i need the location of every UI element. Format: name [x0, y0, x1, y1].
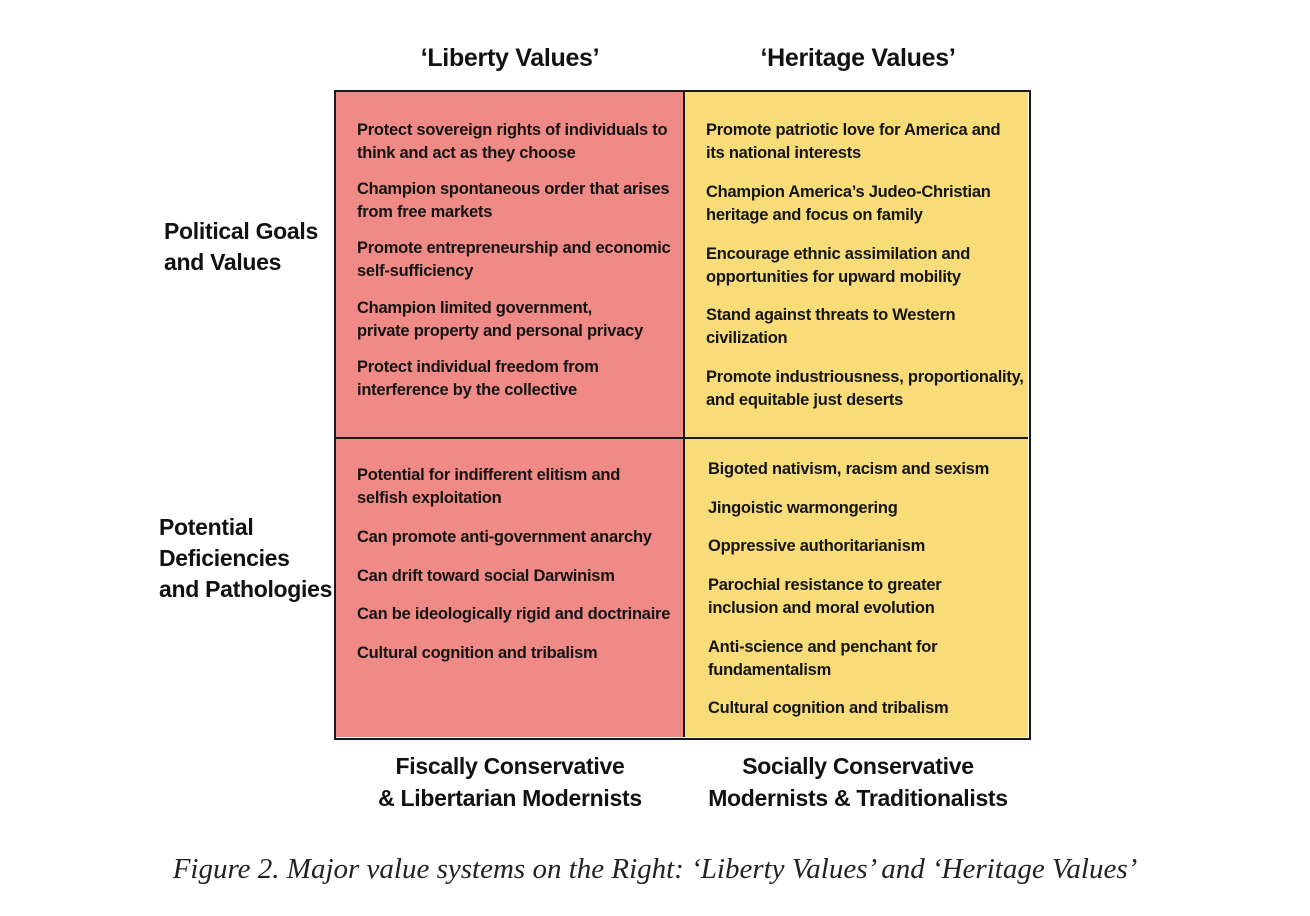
column-header-liberty-values: ‘Liberty Values’ [420, 44, 600, 72]
list-item: Stand against threats to Western civilization [706, 306, 956, 347]
list-item: Cultural cognition and tribalism [708, 699, 949, 717]
list-item: Champion America’s Judeo-Christian heritage and focus on family [706, 183, 991, 224]
list-item: Jingoistic warmongering [708, 499, 898, 517]
list-item: Promote entrepreneurship and economic self-sufficiency [357, 239, 671, 280]
cell-heritage-deficiencies [685, 439, 1028, 737]
footer-label-social-traditionalist: Socially Conservative Modernists & Traditionalists [708, 753, 1008, 811]
list-item: Protect sovereign rights of individuals to think and act as they choose [357, 121, 668, 162]
list-item: Cultural cognition and tribalism [357, 644, 598, 662]
row-header-political-goals-label: Political Goals and Values [164, 218, 318, 275]
list-item: Parochial resistance to greater inclusion and moral evolution [708, 576, 942, 617]
list-item: Promote industriousness, proportionality, and equitable just deserts [706, 368, 1024, 409]
list-item: Promote patriotic love for America and its national interests [706, 121, 1001, 162]
value-matrix-grid [334, 90, 1031, 740]
footer-label-fiscal-libertarian: Fiscally Conservative & Libertarian Modernists [378, 753, 642, 811]
list-item: Encourage ethnic assimilation and opportunities for upward mobility [706, 245, 971, 286]
figure-caption: Figure 2. Major value systems on the Right: ‘Liberty Values’ and ‘Heritage Values’ [172, 853, 1138, 885]
list-item: Champion limited government, private property and personal privacy [357, 299, 644, 340]
list-item: Can drift toward social Darwinism [357, 567, 615, 585]
cell-liberty-goals [336, 92, 685, 439]
list-item: Can promote anti-government anarchy [357, 528, 652, 546]
cell-heritage-goals [685, 92, 1028, 439]
column-header-heritage-values: ‘Heritage Values’ [760, 44, 956, 72]
list-item: Protect individual freedom from interference by the collective [357, 358, 599, 399]
row-header-political-goals [164, 216, 318, 278]
row-header-deficiencies-label: Potential Deficiencies and Pathologies [159, 514, 333, 602]
list-item: Potential for indifferent elitism and selfish exploitation [357, 466, 621, 507]
cell-liberty-deficiencies [336, 439, 685, 737]
list-item: Can be ideologically rigid and doctrinaire [357, 605, 671, 623]
list-item: Champion spontaneous order that arises from free markets [357, 180, 670, 221]
list-item: Bigoted nativism, racism and sexism [708, 460, 990, 478]
list-item: Oppressive authoritarianism [708, 537, 925, 555]
row-header-deficiencies [159, 512, 332, 605]
list-item: Anti-science and penchant for fundamentalism [708, 638, 938, 679]
